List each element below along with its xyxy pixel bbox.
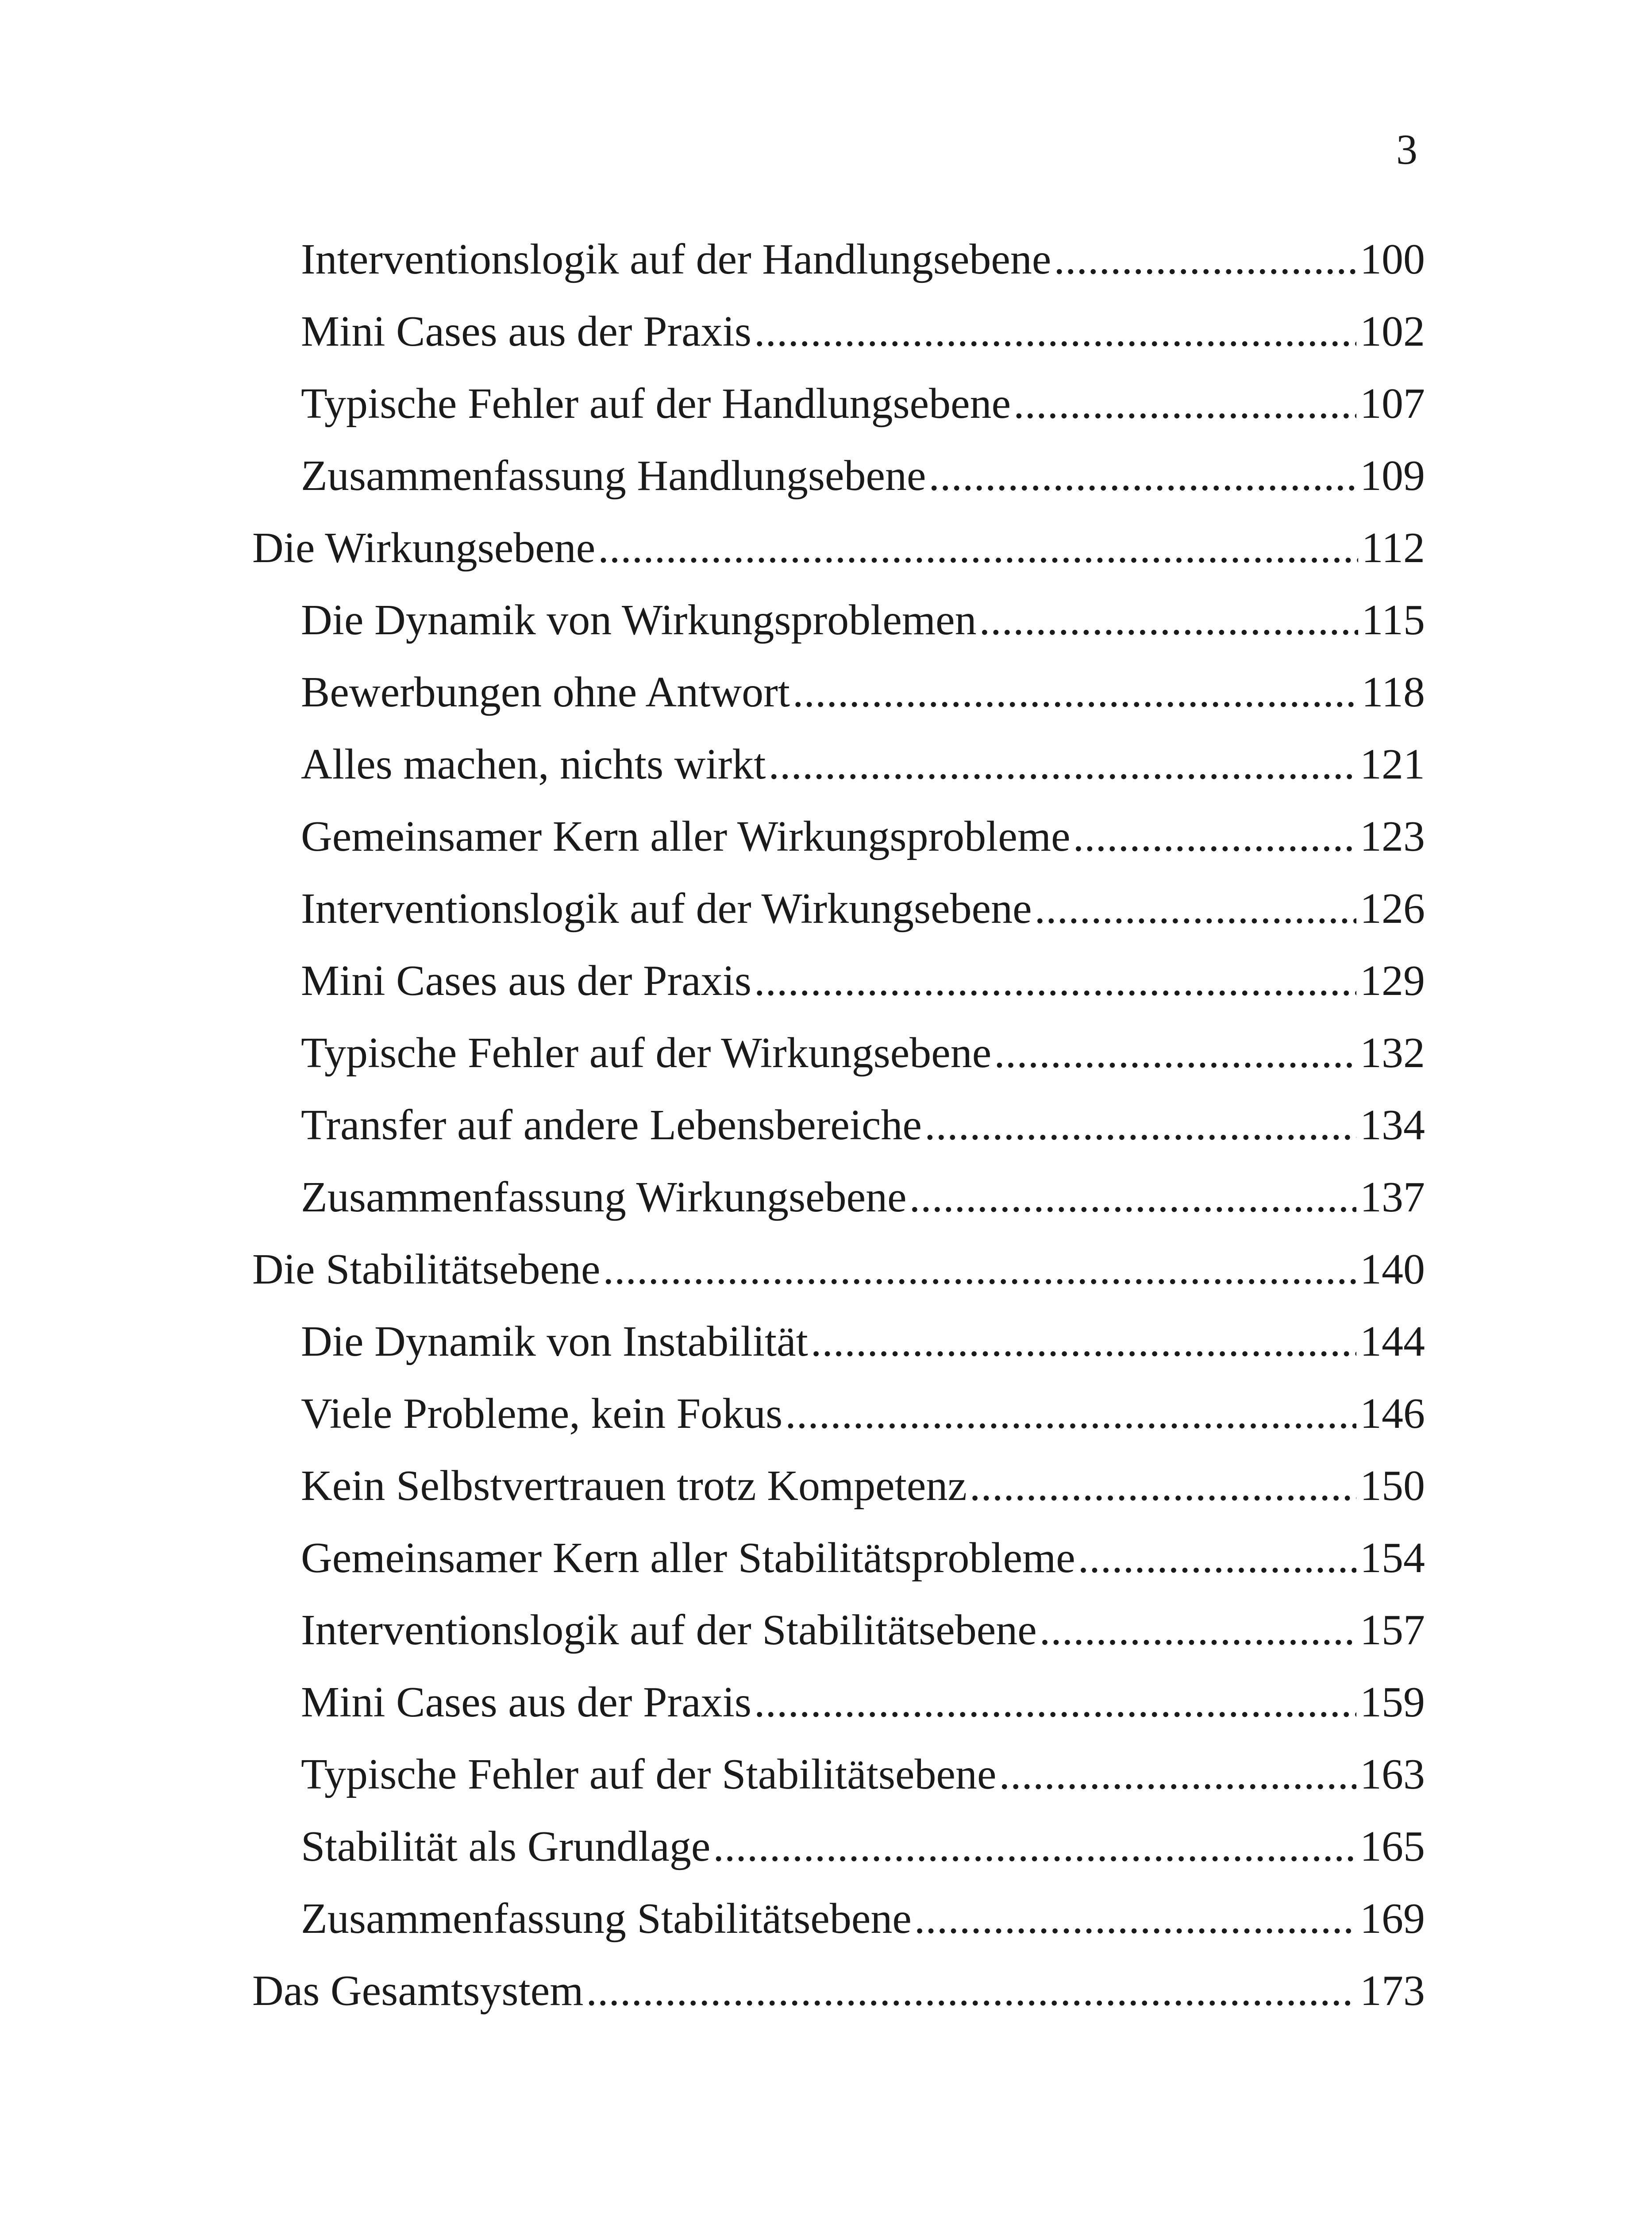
toc-section-entry[interactable] (252, 1461, 1425, 1533)
toc-section-entry[interactable] (252, 1677, 1425, 1750)
dot-leader (713, 1822, 1356, 1871)
dot-leader (754, 307, 1356, 356)
toc-entry-title: Gemeinsamer Kern aller Wirkungsprobleme (301, 813, 1071, 860)
toc-entry-page-number: 173 (1360, 1967, 1425, 2015)
toc-section-entry[interactable] (252, 451, 1425, 523)
toc-entry-title: Die Dynamik von Wirkungsproblemen (301, 596, 977, 644)
toc-entry-title: Das Gesamtsystem (252, 1967, 584, 2015)
toc-entry-title: Typische Fehler auf der Wirkungsebene (301, 1029, 992, 1077)
toc-section-entry[interactable] (252, 595, 1425, 667)
toc-entry-title: Interventionslogik auf der Wirkungsebene (301, 885, 1032, 933)
toc-entry-page-number: 129 (1360, 957, 1425, 1005)
dot-leader (924, 1100, 1356, 1150)
toc-entry-page-number: 144 (1360, 1318, 1425, 1365)
toc-section-entry[interactable] (252, 956, 1425, 1028)
toc-entry-page-number: 163 (1360, 1750, 1425, 1798)
dot-leader (994, 1028, 1356, 1078)
toc-entry-page-number: 169 (1360, 1895, 1425, 1943)
toc-entry-title: Transfer auf andere Lebensbereiche (301, 1101, 922, 1149)
dot-leader (1035, 884, 1356, 933)
dot-leader (785, 1389, 1356, 1438)
dot-leader (586, 1966, 1357, 2016)
toc-entry-page-number: 100 (1360, 235, 1425, 283)
toc-entry-title: Mini Cases aus der Praxis (301, 1678, 751, 1726)
toc-entry-page-number: 137 (1360, 1173, 1425, 1221)
toc-section-entry[interactable] (252, 1389, 1425, 1461)
toc-section-entry[interactable] (252, 1317, 1425, 1389)
toc-entry-page-number: 140 (1360, 1245, 1425, 1293)
toc-entry-title: Stabilität als Grundlage (301, 1823, 711, 1870)
dot-leader (754, 1677, 1356, 1727)
dot-leader (914, 1894, 1356, 1943)
toc-entry-page-number: 157 (1360, 1606, 1425, 1654)
toc-section-entry[interactable] (252, 235, 1425, 307)
toc-entry-page-number: 102 (1360, 308, 1425, 355)
toc-section-entry[interactable] (252, 667, 1425, 740)
toc-entry-page-number: 165 (1360, 1823, 1425, 1870)
toc-section-entry[interactable] (252, 1100, 1425, 1172)
toc-entry-page-number: 121 (1360, 740, 1425, 788)
dot-leader (754, 956, 1356, 1006)
dot-leader (909, 1172, 1356, 1222)
toc-entry-title: Interventionslogik auf der Stabilitätsebene (301, 1606, 1037, 1654)
toc-section-entry[interactable] (252, 1822, 1425, 1894)
toc-entry-page-number: 134 (1360, 1101, 1425, 1149)
toc-entry-page-number: 112 (1361, 524, 1425, 572)
dot-leader (1054, 235, 1356, 284)
toc-entry-title: Die Stabilitätsebene (252, 1245, 601, 1293)
page-number: 3 (1396, 126, 1417, 173)
toc-entry-page-number: 146 (1360, 1390, 1425, 1438)
toc-entry-title: Zusammenfassung Wirkungsebene (301, 1173, 907, 1221)
toc-entry-title: Zusammenfassung Stabilitätsebene (301, 1895, 912, 1943)
dot-leader (1078, 1533, 1356, 1583)
toc-entry-title: Typische Fehler auf der Handlungsebene (301, 380, 1011, 428)
toc-section-entry[interactable] (252, 1028, 1425, 1100)
toc-section-entry[interactable] (252, 1172, 1425, 1245)
toc-chapter-entry[interactable] (252, 523, 1425, 595)
dot-leader (769, 740, 1356, 789)
toc-section-entry[interactable] (252, 812, 1425, 884)
toc-section-entry[interactable] (252, 884, 1425, 956)
toc-section-entry[interactable] (252, 307, 1425, 379)
toc-entry-title: Typische Fehler auf der Stabilitätsebene (301, 1750, 997, 1798)
toc-entry-page-number: 126 (1360, 885, 1425, 933)
toc-entry-page-number: 154 (1360, 1534, 1425, 1582)
toc-entry-page-number: 107 (1360, 380, 1425, 428)
dot-leader (598, 523, 1358, 573)
dot-leader (793, 667, 1358, 717)
dot-leader (979, 595, 1358, 645)
toc-entry-title: Gemeinsamer Kern aller Stabilitätsprobleme (301, 1534, 1075, 1582)
dot-leader (999, 1750, 1357, 1799)
toc-section-entry[interactable] (252, 379, 1425, 451)
toc-entry-page-number: 118 (1361, 668, 1425, 716)
dot-leader (1073, 812, 1356, 861)
toc-entry-title: Alles machen, nichts wirkt (301, 740, 766, 788)
toc-entry-title: Viele Probleme, kein Fokus (301, 1390, 783, 1438)
toc-entry-page-number: 150 (1360, 1462, 1425, 1510)
toc-entry-title: Mini Cases aus der Praxis (301, 308, 751, 355)
toc-entry-title: Mini Cases aus der Praxis (301, 957, 751, 1005)
toc-section-entry[interactable] (252, 740, 1425, 812)
toc-entry-title: Die Dynamik von Instabilität (301, 1318, 808, 1365)
dot-leader (970, 1461, 1356, 1511)
toc-section-entry[interactable] (252, 1894, 1425, 1966)
toc-entry-title: Interventionslogik auf der Handlungsebene (301, 235, 1051, 283)
toc-entry-page-number: 159 (1360, 1678, 1425, 1726)
dot-leader (811, 1317, 1356, 1366)
toc-entry-title: Zusammenfassung Handlungsebene (301, 452, 926, 500)
dot-leader (1013, 379, 1356, 428)
dot-leader (603, 1245, 1357, 1294)
dot-leader (928, 451, 1356, 501)
dot-leader (1040, 1605, 1356, 1655)
toc-entry-title: Bewerbungen ohne Antwort (301, 668, 790, 716)
toc-chapter-entry[interactable] (252, 1245, 1425, 1317)
toc-entry-page-number: 123 (1360, 813, 1425, 860)
toc-entry-page-number: 109 (1360, 452, 1425, 500)
toc-entry-page-number: 132 (1360, 1029, 1425, 1077)
toc-section-entry[interactable] (252, 1750, 1425, 1822)
toc-chapter-entry[interactable] (252, 1966, 1425, 2038)
table-of-contents (252, 235, 1425, 2038)
toc-entry-page-number: 115 (1361, 596, 1425, 644)
toc-entry-title: Kein Selbstvertrauen trotz Kompetenz (301, 1462, 967, 1510)
toc-section-entry[interactable] (252, 1533, 1425, 1605)
toc-entry-title: Die Wirkungsebene (252, 524, 596, 572)
toc-section-entry[interactable] (252, 1605, 1425, 1677)
